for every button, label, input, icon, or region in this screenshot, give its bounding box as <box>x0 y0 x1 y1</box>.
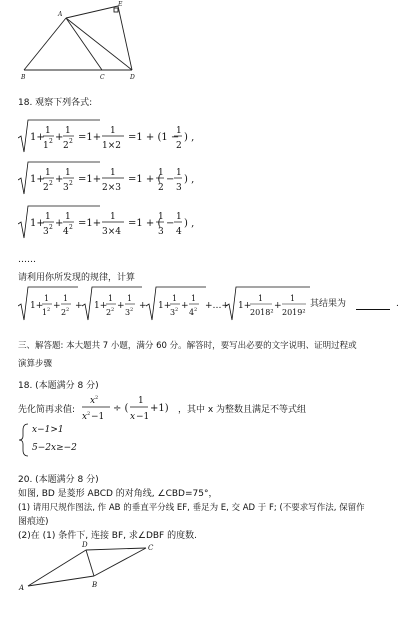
svg-text:3: 3 <box>158 227 164 237</box>
q18b-text-pre: 先化简再求值: <box>18 405 76 415</box>
svg-text:2: 2 <box>69 224 73 231</box>
label-e: E <box>118 1 123 8</box>
svg-text:2: 2 <box>194 307 198 313</box>
svg-text:1: 1 <box>172 294 178 303</box>
svg-text:+…+: +…+ <box>205 301 230 311</box>
q20-line1: 如图, BD 是菱形 ABCD 的对角线, ∠CBD=75°， <box>18 489 218 499</box>
svg-text:1: 1 <box>45 126 51 136</box>
q18-instruction: 请利用你所发现的规律，计算 <box>18 273 136 283</box>
svg-text:2: 2 <box>176 141 182 151</box>
label-c: C <box>148 544 154 552</box>
svg-text:1: 1 <box>176 168 182 178</box>
svg-text:3: 3 <box>176 183 182 193</box>
svg-text:) ,: ) , <box>184 132 195 143</box>
answer-blank <box>356 309 390 310</box>
svg-text:1: 1 <box>65 168 71 178</box>
svg-text:1: 1 <box>108 294 114 303</box>
label-b: B <box>92 581 98 589</box>
svg-text:2: 2 <box>111 307 115 313</box>
svg-text:−1: −1 <box>91 412 105 422</box>
section-3-line1: 三、解答题: 本大题共 7 小题，满分 60 分。解答时，要写出必要的文字说明、证明过程或 <box>18 341 357 351</box>
section-3-line2: 演算步骤 <box>18 359 53 369</box>
svg-text:=1 + (1 −: =1 + (1 − <box>128 132 180 143</box>
svg-text:+: + <box>55 132 64 143</box>
svg-text:x: x <box>90 396 96 406</box>
svg-text:1: 1 <box>258 294 264 303</box>
svg-text:2: 2 <box>69 138 73 145</box>
svg-text:=1+: =1+ <box>78 132 102 143</box>
inequality-brace <box>18 422 32 458</box>
segment-ac <box>66 18 102 70</box>
svg-text:x: x <box>82 412 88 422</box>
svg-text:1: 1 <box>290 294 296 303</box>
q20-heading: 20. (本题满分 8 分) <box>18 475 99 485</box>
svg-text:1+: 1+ <box>158 301 172 311</box>
ellipsis: …… <box>18 255 36 265</box>
q20-line4: (2)在 (1) 条件下, 连接 BF, 求∠DBF 的度数. <box>18 531 197 541</box>
segment-ad <box>28 550 86 586</box>
svg-text:+: + <box>117 301 125 311</box>
inequality-1: x−1>1 <box>32 425 64 435</box>
label-a: A <box>58 11 63 18</box>
denom-2018: 2018² <box>250 308 274 317</box>
svg-text:2: 2 <box>175 307 179 313</box>
equation-3 <box>18 204 218 242</box>
q18-heading: 18. 观察下列各式: <box>18 98 93 108</box>
svg-text:3: 3 <box>125 308 131 317</box>
segment-ab <box>24 18 66 70</box>
svg-text:2: 2 <box>158 183 164 193</box>
svg-text:4: 4 <box>176 227 182 237</box>
svg-text:2: 2 <box>87 411 91 417</box>
q20-line3: 图痕迹) <box>18 517 49 527</box>
inequality-2: 5−2x≥−2 <box>32 443 77 453</box>
svg-text:−: − <box>166 218 175 229</box>
svg-text:1: 1 <box>138 396 144 406</box>
svg-text:) ,: ) , <box>184 174 195 185</box>
segment-ae <box>66 6 118 18</box>
svg-text:=1+: =1+ <box>78 174 102 185</box>
svg-text:1×2: 1×2 <box>102 141 121 151</box>
svg-text:) ,: ) , <box>184 218 195 229</box>
svg-text:1: 1 <box>176 212 182 222</box>
svg-text:1: 1 <box>63 294 69 303</box>
simplify-expression <box>80 390 180 426</box>
svg-text:2: 2 <box>95 395 99 401</box>
label-d: D <box>130 74 135 80</box>
svg-text:1+: 1+ <box>30 132 45 143</box>
svg-text:1: 1 <box>176 126 182 136</box>
svg-text:+: + <box>181 301 189 311</box>
svg-text:1: 1 <box>43 141 49 151</box>
svg-text:1+: 1+ <box>30 301 44 311</box>
svg-text:+: + <box>75 301 83 311</box>
equation-2 <box>18 160 218 198</box>
svg-text:1: 1 <box>65 126 71 136</box>
svg-text:2: 2 <box>49 138 53 145</box>
label-d: D <box>82 541 88 549</box>
svg-text:4: 4 <box>63 227 69 237</box>
svg-text:2: 2 <box>66 307 70 313</box>
svg-text:x: x <box>130 412 136 422</box>
svg-text:2: 2 <box>130 307 134 313</box>
svg-text:2: 2 <box>63 141 69 151</box>
svg-text:2: 2 <box>47 307 51 313</box>
rhombus-figure <box>14 540 174 602</box>
svg-text:1: 1 <box>44 294 50 303</box>
svg-text:=1+: =1+ <box>78 218 102 229</box>
label-c: C <box>100 74 105 80</box>
svg-text:+1): +1) <box>150 403 169 414</box>
svg-text:1: 1 <box>45 168 51 178</box>
svg-text:3: 3 <box>170 308 176 317</box>
sum-period: . <box>396 299 399 309</box>
svg-text:2: 2 <box>43 183 49 193</box>
segment-bd <box>86 550 94 576</box>
svg-text:1: 1 <box>158 212 164 222</box>
equation-1 <box>18 118 218 156</box>
svg-text:4: 4 <box>189 308 195 317</box>
svg-text:3: 3 <box>63 183 69 193</box>
denom-2019: 2019² <box>282 308 306 317</box>
svg-text:1+: 1+ <box>94 301 108 311</box>
svg-text:=1 + (: =1 + ( <box>128 174 162 185</box>
q18b-heading: 18. (本题满分 8 分) <box>18 381 99 391</box>
svg-text:−1: −1 <box>136 412 150 422</box>
triangle-figure <box>18 0 148 80</box>
svg-text:1: 1 <box>110 126 116 136</box>
q20-line2: (1) 请用尺规作图法, 作 AB 的垂直平分线 EF, 垂足为 E, 交 AD 于 F; (不要求写作法, 保留作 <box>18 503 365 513</box>
svg-text:+: + <box>55 218 64 229</box>
svg-text:1: 1 <box>42 308 48 317</box>
svg-text:2: 2 <box>49 224 53 231</box>
svg-text:1: 1 <box>110 168 116 178</box>
svg-text:1: 1 <box>127 294 133 303</box>
svg-text:+: + <box>139 301 147 311</box>
segment-bc <box>94 548 146 576</box>
right-angle-mark <box>114 8 118 12</box>
label-a: A <box>19 584 25 592</box>
svg-text:1: 1 <box>65 212 71 222</box>
svg-text:+: + <box>55 174 64 185</box>
svg-text:=1 + (: =1 + ( <box>128 218 162 229</box>
svg-text:2: 2 <box>106 308 112 317</box>
radical-sum <box>18 284 328 324</box>
svg-text:3: 3 <box>43 227 49 237</box>
label-b: B <box>21 74 26 80</box>
svg-text:+: + <box>53 301 61 311</box>
segment-dc <box>86 548 146 550</box>
svg-text:1+: 1+ <box>30 218 45 229</box>
q18b-text-post: ，其中 x 为整数且满足不等式组 <box>178 405 307 415</box>
svg-text:2: 2 <box>49 180 53 187</box>
svg-text:1+: 1+ <box>238 301 252 311</box>
svg-text:÷ (: ÷ ( <box>113 403 129 414</box>
svg-text:1: 1 <box>110 212 116 222</box>
segment-ab <box>28 576 94 586</box>
svg-text:2: 2 <box>69 180 73 187</box>
svg-text:1: 1 <box>45 212 51 222</box>
svg-text:1+: 1+ <box>30 174 45 185</box>
svg-text:1: 1 <box>158 168 164 178</box>
svg-text:2×3: 2×3 <box>102 183 121 193</box>
svg-text:+: + <box>274 301 282 311</box>
sum-result-label: 其结果为 <box>310 299 347 309</box>
svg-text:−: − <box>166 174 175 185</box>
svg-text:2: 2 <box>61 308 67 317</box>
svg-text:1: 1 <box>191 294 197 303</box>
svg-text:3×4: 3×4 <box>102 227 121 237</box>
